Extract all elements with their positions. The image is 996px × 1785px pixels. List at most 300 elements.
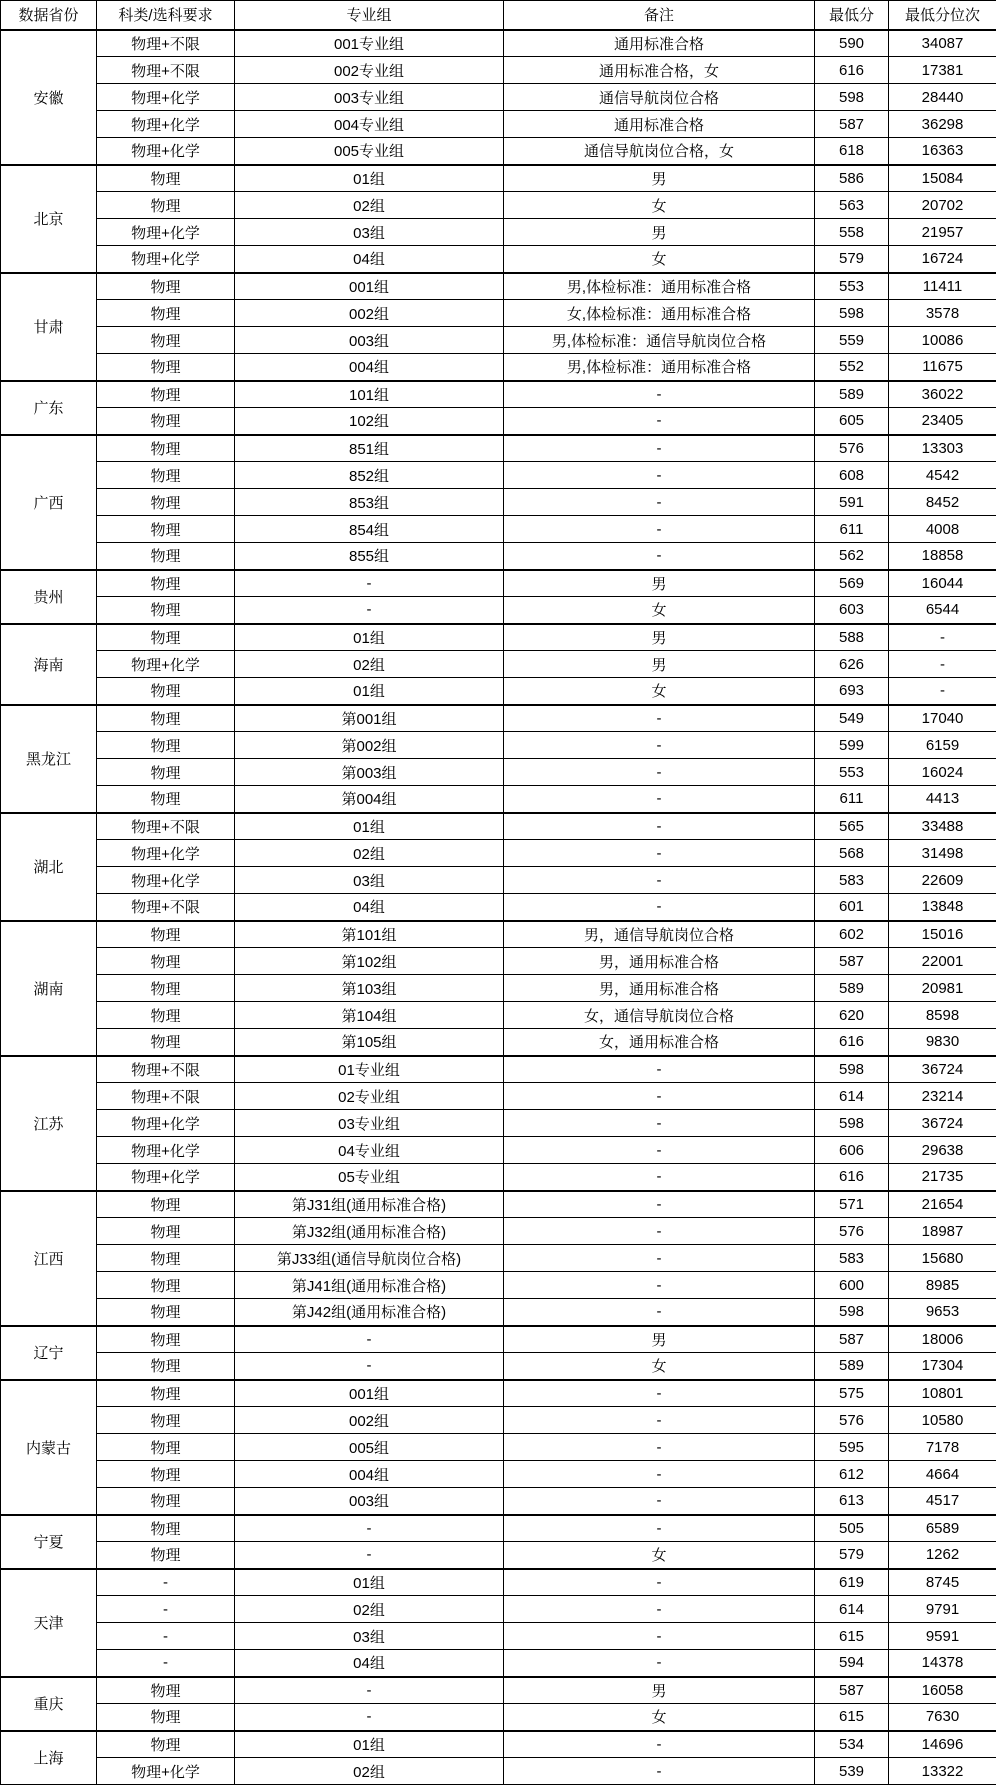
group-cell: 004组 [235,1461,504,1488]
province-cell: 内蒙古 [1,1380,97,1515]
table-row [1,1191,996,1218]
min-score-cell: 606 [815,1137,889,1164]
province-cell: 北京 [1,165,97,273]
subject-cell: 物理 [97,327,235,354]
remark-cell: 男 [504,1677,815,1704]
subject-cell: 物理 [97,1326,235,1353]
group-cell: 01专业组 [235,1056,504,1083]
group-cell: - [235,1353,504,1380]
min-rank-cell: 17304 [889,1353,996,1380]
header-row [1,1,996,30]
remark-cell: 女 [504,678,815,705]
remark-cell: 男,体检标准：通用标准合格 [504,273,815,300]
subject-cell: 物理 [97,273,235,300]
min-score-cell: 600 [815,1272,889,1299]
min-rank-cell: 28440 [889,84,996,111]
group-cell: - [235,1326,504,1353]
min-score-cell: 569 [815,570,889,597]
remark-cell: - [504,1218,815,1245]
remark-cell: 女，通信导航岗位合格 [504,1002,815,1029]
min-rank-cell: 22001 [889,948,996,975]
min-score-cell: 614 [815,1083,889,1110]
table-row [1,1029,996,1056]
group-cell: 004专业组 [235,111,504,138]
group-cell: 001专业组 [235,30,504,57]
subject-cell: 物理 [97,732,235,759]
group-cell: 04专业组 [235,1137,504,1164]
table-row [1,462,996,489]
remark-cell: - [504,1488,815,1515]
min-score-cell: 553 [815,273,889,300]
min-rank-cell: 9591 [889,1623,996,1650]
subject-cell: 物理 [97,570,235,597]
min-rank-cell: 15680 [889,1245,996,1272]
remark-cell: - [504,1380,815,1407]
subject-cell: 物理+化学 [97,1137,235,1164]
column-header-major-group: 专业组 [235,1,504,30]
group-cell: 第J32组(通用标准合格) [235,1218,504,1245]
remark-cell: - [504,381,815,408]
province-cell: 江西 [1,1191,97,1326]
remark-cell: 女 [504,1353,815,1380]
min-score-cell: 589 [815,381,889,408]
group-cell: 第J31组(通用标准合格) [235,1191,504,1218]
table-row [1,1218,996,1245]
table-row [1,1245,996,1272]
min-rank-cell: - [889,678,996,705]
group-cell: 01组 [235,624,504,651]
group-cell: 005专业组 [235,138,504,165]
subject-cell: 物理 [97,1731,235,1758]
remark-cell: 男,体检标准：通信导航岗位合格 [504,327,815,354]
min-rank-cell: 18006 [889,1326,996,1353]
subject-cell: 物理+化学 [97,84,235,111]
min-rank-cell: 36724 [889,1110,996,1137]
group-cell: 005组 [235,1434,504,1461]
min-rank-cell: 18987 [889,1218,996,1245]
group-cell: 03组 [235,867,504,894]
group-cell: 102组 [235,408,504,435]
subject-cell: 物理 [97,1542,235,1569]
remark-cell: 男 [504,624,815,651]
min-score-cell: 598 [815,1110,889,1137]
min-score-cell: 576 [815,1218,889,1245]
min-rank-cell: 17040 [889,705,996,732]
remark-cell: 男，通信导航岗位合格 [504,921,815,948]
group-cell: 04组 [235,894,504,921]
remark-cell: - [504,1056,815,1083]
province-cell: 上海 [1,1731,97,1785]
table-row [1,597,996,624]
group-cell: 第J41组(通用标准合格) [235,1272,504,1299]
min-score-cell: 598 [815,84,889,111]
min-score-cell: 626 [815,651,889,678]
min-rank-cell: 16058 [889,1677,996,1704]
min-rank-cell: 16044 [889,570,996,597]
group-cell: 851组 [235,435,504,462]
group-cell: 852组 [235,462,504,489]
group-cell: 02组 [235,1758,504,1785]
min-score-cell: 583 [815,1245,889,1272]
min-rank-cell: 10086 [889,327,996,354]
table-row [1,921,996,948]
group-cell: 第102组 [235,948,504,975]
table-row [1,138,996,165]
min-rank-cell: 21735 [889,1164,996,1191]
group-cell: 01组 [235,678,504,705]
min-rank-cell: 20702 [889,192,996,219]
group-cell: - [235,570,504,597]
min-rank-cell: 11675 [889,354,996,381]
min-rank-cell: 21957 [889,219,996,246]
min-rank-cell: - [889,624,996,651]
remark-cell: - [504,1110,815,1137]
min-score-cell: 583 [815,867,889,894]
subject-cell: 物理 [97,1704,235,1731]
subject-cell: 物理 [97,1218,235,1245]
remark-cell: - [504,1623,815,1650]
group-cell: 第002组 [235,732,504,759]
province-cell: 贵州 [1,570,97,624]
subject-cell: 物理 [97,975,235,1002]
subject-cell: - [97,1623,235,1650]
min-rank-cell: 14378 [889,1650,996,1677]
remark-cell: 男 [504,570,815,597]
group-cell: 003专业组 [235,84,504,111]
group-cell: 03组 [235,219,504,246]
subject-cell: 物理 [97,1407,235,1434]
subject-cell: 物理 [97,1299,235,1326]
min-rank-cell: 4542 [889,462,996,489]
subject-cell: 物理 [97,354,235,381]
table-row [1,219,996,246]
table-row [1,678,996,705]
table-row [1,651,996,678]
group-cell: 第001组 [235,705,504,732]
table-row [1,1326,996,1353]
province-cell: 广东 [1,381,97,435]
min-score-cell: 601 [815,894,889,921]
column-header-remark: 备注 [504,1,815,30]
subject-cell: 物理 [97,543,235,570]
table-row [1,1569,996,1596]
province-cell: 辽宁 [1,1326,97,1380]
subject-cell: - [97,1596,235,1623]
min-rank-cell: - [889,651,996,678]
table-row [1,1110,996,1137]
min-score-cell: 612 [815,1461,889,1488]
subject-cell: 物理+化学 [97,138,235,165]
remark-cell: - [504,1164,815,1191]
remark-cell: - [504,840,815,867]
subject-cell: 物理+化学 [97,1164,235,1191]
table-row [1,1461,996,1488]
min-rank-cell: 13303 [889,435,996,462]
subject-cell: 物理 [97,462,235,489]
table-row [1,435,996,462]
subject-cell: 物理 [97,192,235,219]
min-score-cell: 611 [815,516,889,543]
table-row [1,300,996,327]
subject-cell: 物理+化学 [97,246,235,273]
min-score-cell: 587 [815,1677,889,1704]
table-row [1,1596,996,1623]
table-row [1,1677,996,1704]
group-cell: 003组 [235,327,504,354]
remark-cell: - [504,543,815,570]
table-row [1,1758,996,1785]
min-rank-cell: 16363 [889,138,996,165]
min-score-cell: 590 [815,30,889,57]
min-rank-cell: 31498 [889,840,996,867]
remark-cell: 男 [504,651,815,678]
min-rank-cell: 29638 [889,1137,996,1164]
subject-cell: 物理 [97,516,235,543]
subject-cell: 物理 [97,489,235,516]
min-rank-cell: 6159 [889,732,996,759]
min-score-cell: 588 [815,624,889,651]
province-cell: 江苏 [1,1056,97,1191]
table-row [1,894,996,921]
group-cell: 02组 [235,651,504,678]
remark-cell: 通信导航岗位合格 [504,84,815,111]
min-rank-cell: 34087 [889,30,996,57]
remark-cell: - [504,435,815,462]
group-cell: 第101组 [235,921,504,948]
subject-cell: 物理 [97,1191,235,1218]
min-rank-cell: 4517 [889,1488,996,1515]
min-rank-cell: 3578 [889,300,996,327]
group-cell: 02专业组 [235,1083,504,1110]
group-cell: 004组 [235,354,504,381]
min-score-cell: 587 [815,111,889,138]
min-rank-cell: 36724 [889,1056,996,1083]
table-row [1,1299,996,1326]
table-row [1,1488,996,1515]
remark-cell: - [504,1407,815,1434]
subject-cell: 物理 [97,1245,235,1272]
min-rank-cell: 6589 [889,1515,996,1542]
column-header-min-rank: 最低分位次 [889,1,996,30]
min-score-cell: 613 [815,1488,889,1515]
remark-cell: 通用标准合格 [504,111,815,138]
min-score-cell: 611 [815,786,889,813]
table-body [1,30,996,1785]
subject-cell: 物理 [97,1461,235,1488]
remark-cell: - [504,705,815,732]
subject-cell: 物理 [97,381,235,408]
min-score-cell: 598 [815,300,889,327]
group-cell: 第105组 [235,1029,504,1056]
min-score-cell: 559 [815,327,889,354]
remark-cell: - [504,1569,815,1596]
remark-cell: - [504,1758,815,1785]
table-row [1,327,996,354]
subject-cell: 物理 [97,165,235,192]
min-rank-cell: 16724 [889,246,996,273]
remark-cell: - [504,894,815,921]
min-rank-cell: 8745 [889,1569,996,1596]
province-cell: 湖南 [1,921,97,1056]
min-rank-cell: 9830 [889,1029,996,1056]
min-score-cell: 693 [815,678,889,705]
min-rank-cell: 9791 [889,1596,996,1623]
min-score-cell: 598 [815,1056,889,1083]
min-score-cell: 568 [815,840,889,867]
subject-cell: 物理+不限 [97,894,235,921]
table-row [1,354,996,381]
subject-cell: 物理 [97,1515,235,1542]
min-score-cell: 603 [815,597,889,624]
group-cell: 002组 [235,1407,504,1434]
table-row [1,516,996,543]
min-rank-cell: 4413 [889,786,996,813]
group-cell: - [235,1542,504,1569]
remark-cell: - [504,1650,815,1677]
min-score-cell: 619 [815,1569,889,1596]
min-score-cell: 576 [815,1407,889,1434]
subject-cell: 物理 [97,435,235,462]
province-cell: 重庆 [1,1677,97,1731]
group-cell: 002组 [235,300,504,327]
table-row [1,1623,996,1650]
group-cell: 855组 [235,543,504,570]
table-row [1,489,996,516]
table-row [1,1272,996,1299]
remark-cell: - [504,408,815,435]
group-cell: 第103组 [235,975,504,1002]
group-cell: 03组 [235,1623,504,1650]
min-score-cell: 553 [815,759,889,786]
column-header-min-score: 最低分 [815,1,889,30]
min-score-cell: 587 [815,1326,889,1353]
min-score-cell: 562 [815,543,889,570]
min-score-cell: 579 [815,1542,889,1569]
table-row [1,1407,996,1434]
subject-cell: 物理 [97,1380,235,1407]
min-score-cell: 615 [815,1623,889,1650]
table-row [1,786,996,813]
remark-cell: 女,体检标准：通用标准合格 [504,300,815,327]
group-cell: 第J42组(通用标准合格) [235,1299,504,1326]
group-cell: 04组 [235,1650,504,1677]
table-row [1,867,996,894]
min-rank-cell: 36022 [889,381,996,408]
table-row [1,1137,996,1164]
remark-cell: - [504,813,815,840]
min-rank-cell: 23405 [889,408,996,435]
group-cell: 05专业组 [235,1164,504,1191]
remark-cell: 女 [504,246,815,273]
table-row [1,1056,996,1083]
min-rank-cell: 16024 [889,759,996,786]
min-rank-cell: 7630 [889,1704,996,1731]
min-score-cell: 616 [815,1029,889,1056]
table-row [1,57,996,84]
remark-cell: - [504,1461,815,1488]
remark-cell: - [504,732,815,759]
remark-cell: 通用标准合格 [504,30,815,57]
province-cell: 宁夏 [1,1515,97,1569]
subject-cell: 物理 [97,921,235,948]
remark-cell: - [504,516,815,543]
table-row [1,1731,996,1758]
min-rank-cell: 21654 [889,1191,996,1218]
min-rank-cell: 4664 [889,1461,996,1488]
subject-cell: - [97,1569,235,1596]
table-row [1,1083,996,1110]
remark-cell: 男 [504,1326,815,1353]
remark-cell: 女 [504,192,815,219]
subject-cell: 物理 [97,408,235,435]
subject-cell: 物理+化学 [97,219,235,246]
table-row [1,408,996,435]
min-rank-cell: 20981 [889,975,996,1002]
table-row [1,84,996,111]
min-rank-cell: 1262 [889,1542,996,1569]
min-rank-cell: 17381 [889,57,996,84]
group-cell: 04组 [235,246,504,273]
column-header-province: 数据省份 [1,1,97,30]
subject-cell: 物理 [97,1029,235,1056]
min-score-cell: 589 [815,975,889,1002]
table-row [1,624,996,651]
subject-cell: 物理 [97,597,235,624]
min-rank-cell: 15016 [889,921,996,948]
subject-cell: 物理 [97,300,235,327]
table-row [1,1164,996,1191]
table-row [1,1542,996,1569]
table-row [1,705,996,732]
group-cell: 01组 [235,1569,504,1596]
remark-cell: 女 [504,597,815,624]
table-row [1,1353,996,1380]
table-row [1,1002,996,1029]
province-cell: 天津 [1,1569,97,1677]
min-rank-cell: 13848 [889,894,996,921]
table-row [1,111,996,138]
group-cell: - [235,1677,504,1704]
min-rank-cell: 14696 [889,1731,996,1758]
remark-cell: 女，通用标准合格 [504,1029,815,1056]
min-score-cell: 549 [815,705,889,732]
table-row [1,30,996,57]
column-header-subject-requirement: 科类/选科要求 [97,1,235,30]
group-cell: 001组 [235,1380,504,1407]
subject-cell: - [97,1650,235,1677]
subject-cell: 物理+不限 [97,30,235,57]
table-row [1,273,996,300]
min-score-cell: 563 [815,192,889,219]
province-cell: 甘肃 [1,273,97,381]
min-score-cell: 615 [815,1704,889,1731]
group-cell: 第003组 [235,759,504,786]
min-rank-cell: 8452 [889,489,996,516]
subject-cell: 物理+化学 [97,867,235,894]
remark-cell: - [504,1191,815,1218]
table-row [1,165,996,192]
group-cell: 第004组 [235,786,504,813]
table-row [1,570,996,597]
remark-cell: - [504,1434,815,1461]
min-score-cell: 618 [815,138,889,165]
min-score-cell: 571 [815,1191,889,1218]
group-cell: 854组 [235,516,504,543]
group-cell: 01组 [235,1731,504,1758]
remark-cell: - [504,867,815,894]
remark-cell: - [504,759,815,786]
min-score-cell: 505 [815,1515,889,1542]
